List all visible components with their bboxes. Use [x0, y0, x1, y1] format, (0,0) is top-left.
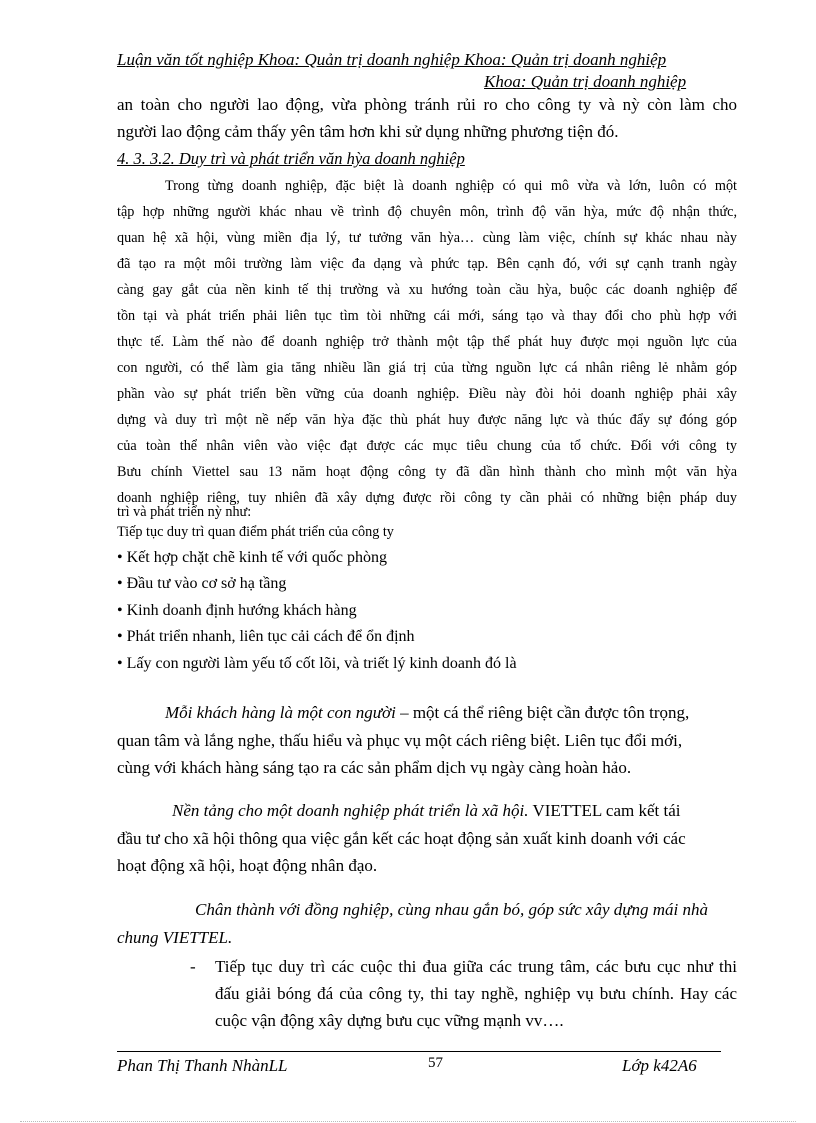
paragraph4-line2: chung VIETTEL. — [117, 928, 233, 947]
dash-item-line: cuộc vận động xây dựng bưu cục vững mạnh vv…. — [215, 1011, 564, 1030]
paragraph1-line: quan hệ xã hội, vùng miền địa lý, tư tưởng văn hỳa… cùng làm việc, chính sự khác nhau này — [117, 230, 737, 246]
paragraph1-line: càng gay gắt của nền kinh tế thị trường và xu hướng toàn cầu hỳa, buộc các doanh nghiệp để — [117, 282, 737, 298]
paragraph3-line3: hoạt động xã hội, hoạt động nhân đạo. — [117, 856, 378, 875]
paragraph3-line2: đầu tư cho xã hội thông qua việc gắn kết các hoạt động sản xuất kinh doanh với các — [117, 829, 686, 848]
bullet-item: • Kinh doanh định hướng khách hàng — [117, 602, 357, 619]
bullet-item: • Kết hợp chặt chẽ kinh tế với quốc phòng — [117, 549, 388, 566]
paragraph3-line1 — [172, 801, 681, 821]
paragraph1-line: phần vào sự phát triển bền vững của doanh nghiệp. Điều này đòi hỏi doanh nghiệp phải xây — [117, 386, 737, 402]
footer-author: Phan Thị Thanh NhànLL — [117, 1056, 288, 1075]
paragraph1-line: Bưu chính Viettel sau 13 năm hoạt động công ty đã dần hình thành cho mình một văn hỳa — [117, 464, 737, 480]
paragraph4-line1: Chân thành với đồng nghiệp, cùng nhau gắn bó, góp sức xây dựng mái nhà — [195, 900, 709, 919]
running-header-line1: Luận văn tốt nghiệp Khoa: Quản trị doanh nghiệp Khoa: Quản trị doanh nghiệp — [117, 50, 667, 69]
paragraph2-line1 — [165, 703, 689, 723]
paragraph1-line: dựng và duy trì một nề nếp văn hỳa đặc thù phát huy được năng lực và thúc đẩy sự đóng góp — [117, 412, 737, 428]
footer-divider — [117, 1051, 721, 1052]
paragraph2-line3: cùng với khách hàng sáng tạo ra các sản phẩm dịch vụ ngày càng hoàn hảo. — [117, 758, 632, 777]
paragraph2-italic-lead: Mỗi khách hàng là một con người — [165, 703, 396, 722]
paragraph1-line: tập hợp những người khác nhau về trình độ chuyên môn, trình độ văn hỳa, mức độ nhận thức, — [117, 204, 737, 220]
paragraph1-line-last: trì và phát triển nỳ như: — [117, 504, 252, 520]
dash-item-line: đấu giải bóng đá của công ty, thi tay nghề, nghiệp vụ bưu chính. Hay các — [215, 984, 737, 1003]
paragraph2-line2: quan tâm và lắng nghe, thấu hiểu và phục vụ một cách riêng biệt. Liên tục đổi mới, — [117, 731, 683, 750]
bullet-item: • Phát triển nhanh, liên tục cải cách để ổn định — [117, 628, 415, 645]
bullet-item: • Lấy con người làm yếu tố cốt lõi, và triết lý kinh doanh đó là — [117, 655, 517, 672]
paragraph3-rest: VIETTEL cam kết tái — [528, 801, 681, 820]
running-header-line2: Khoa: Quản trị doanh nghiệp — [484, 72, 687, 91]
bullet-item: • Đầu tư vào cơ sở hạ tầng — [117, 575, 287, 592]
paragraph3-italic-lead: Nền tảng cho một doanh nghiệp phát triển là xã hội. — [172, 801, 529, 820]
footer-class: Lớp k42A6 — [622, 1056, 697, 1075]
paragraph1-line: đã tạo ra một môi trường làm việc đa dạng và phức tạp. Bên cạnh đó, với sự cạnh tranh ngày — [117, 256, 737, 272]
paragraph1-line: tồn tại và phát triển phải liên tục tìm tòi những cái mới, sáng tạo và thay đổi cho phù hợp với — [117, 308, 737, 324]
paragraph1-line: của toàn thể nhân viên vào việc đạt được các mục tiêu chung của tổ chức. Đối với công ty — [117, 438, 737, 454]
paragraph1-line: con người, có thể làm gia tăng nhiều lần giá trị của từng nguồn lực cá nhân riêng lẻ nhằm góp — [117, 360, 737, 376]
intro-line-2: người lao động cảm thấy yên tâm hơn khi sử dụng những phương tiện đó. — [117, 122, 619, 141]
dash-marker: - — [190, 957, 196, 976]
page-bottom-border — [20, 1121, 796, 1122]
paragraph1-line: thực tế. Làm thế nào để doanh nghiệp trở thành một tập thể phát huy được mọi nguồn lực của — [117, 334, 737, 350]
intro-line-1: an toàn cho người lao động, vừa phòng tránh rủi ro cho công ty và nỳ còn làm cho — [117, 95, 737, 114]
page-number: 57 — [428, 1055, 443, 1071]
dash-item-line: Tiếp tục duy trì các cuộc thi đua giữa các trung tâm, các bưu cục như thi — [215, 957, 737, 976]
paragraph2-rest: – một cá thể riêng biệt cần được tôn trọng, — [395, 703, 690, 722]
paragraph1-line: Trong từng doanh nghiệp, đặc biệt là doanh nghiệp có qui mô vừa và lớn, luôn có một — [165, 178, 737, 194]
list-lead-in: Tiếp tục duy trì quan điểm phát triển của công ty — [117, 524, 394, 540]
paragraph1-line: doanh nghiệp riêng, tuy nhiên đã xây dựng được rồi công ty cần phải có những biện pháp duy — [117, 490, 737, 506]
section-heading: 4. 3. 3.2. Duy trì và phát triển văn hỳa doanh nghiệp — [117, 149, 465, 168]
